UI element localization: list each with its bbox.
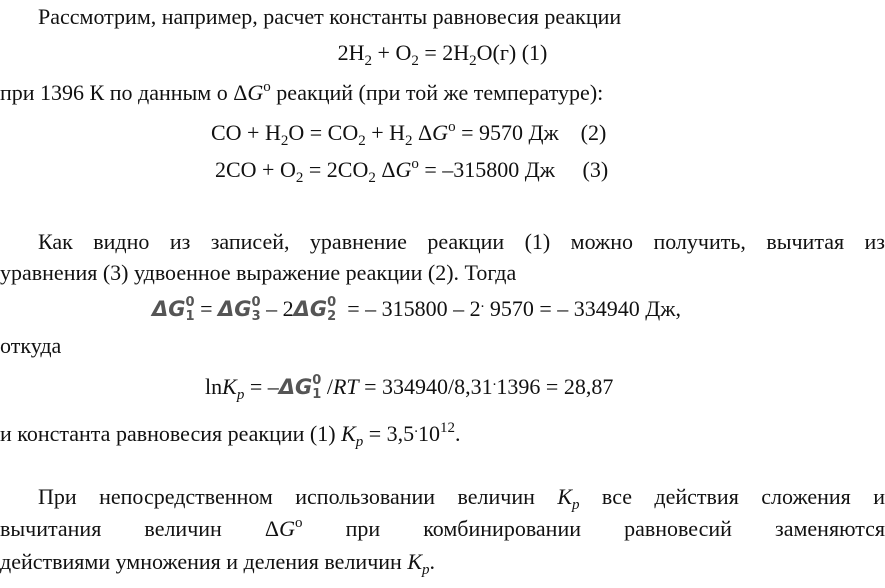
whence-line: откуда <box>0 333 62 358</box>
temperature-line: при 1396 К по данным о $\Delta G^o$ реакций (при той же температуре): <box>0 79 604 105</box>
intro-text: Рассмотрим, например, расчет константы равновесия реакции <box>38 4 622 29</box>
reaction-3: $2CO + O_2 = 2CO_2$ $\Delta G^o = -315800$ Дж (3) <box>215 156 609 186</box>
paragraph-2-line-3: действиями умножения и деления величин $K_p$. <box>0 549 435 578</box>
paragraph-1-line-1: Как видно из записей, уравнение реакции (1) можно получить, вычитая из <box>38 229 885 254</box>
equation-1: $\Delta G^0_1 = \Delta G^0_3 - 2\Delta G^0_2$ = – 315800 – 2. 9570 = – 334940 Дж, <box>152 295 681 324</box>
paragraph-1-line-2: уравнения (3) удвоенное выражение реакции (2). Тогда <box>0 260 517 285</box>
intro-line <box>38 4 621 30</box>
constant-line: и константа равновесия реакции (1) $K_p = 3,5^.10^{12}$. <box>0 420 461 450</box>
reaction-1-text: $2H_2 + O_2 = 2H_2O(г)$ (1) <box>337 40 548 69</box>
reaction-2: CO + $H_2O = CO_2 + H_2$ $\Delta G^o = 9570$ Дж (2) <box>211 119 607 149</box>
equation-2: $\ln K_p = -\Delta G^0_1$ /RT = 334940/8,31.1396 = 28,87 <box>205 373 614 403</box>
reaction-1 <box>0 40 885 69</box>
paragraph-2-line-2: вычитания величин $\Delta G^o$ при комбинировании равновесий заменяются <box>0 515 885 541</box>
paragraph-2-line-1: При непосредственном использовании величин $K_p$ все действия сложения и <box>38 484 885 513</box>
